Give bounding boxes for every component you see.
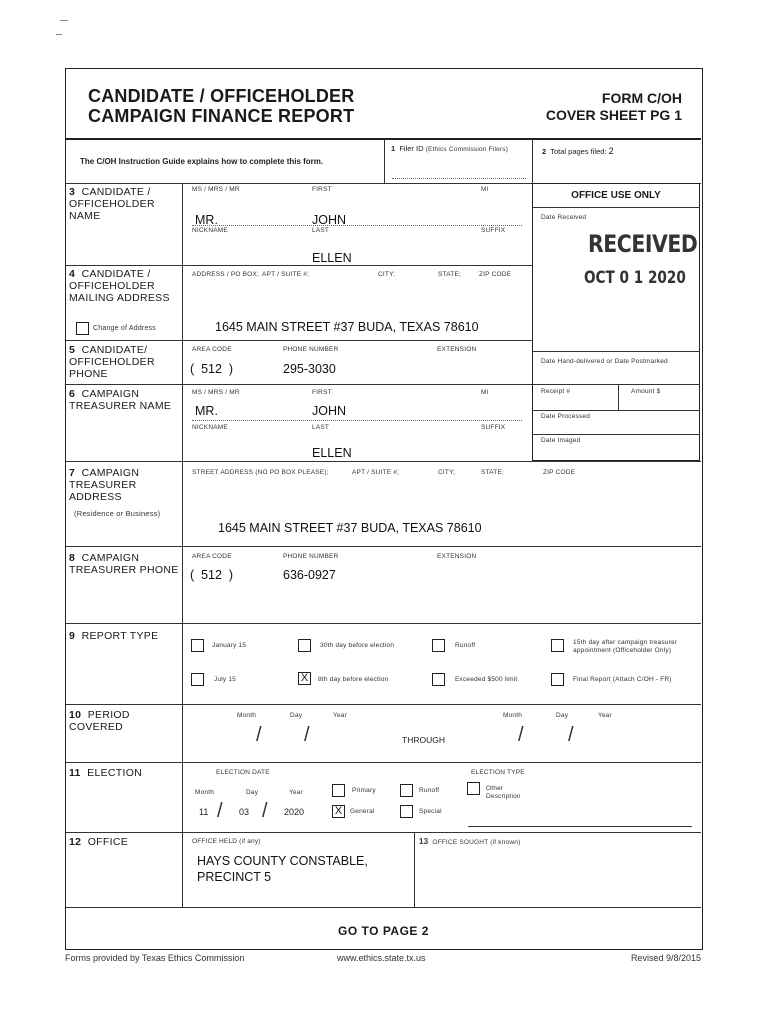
filer-id-label: 1 Filer ID (Ethics Commission Filers) bbox=[391, 144, 509, 153]
other-checkbox[interactable] bbox=[467, 782, 480, 795]
15th-day-checkbox[interactable] bbox=[551, 639, 564, 652]
general-checkbox[interactable]: X bbox=[332, 805, 345, 818]
cover-sheet-label: COVER SHEET PG 1 bbox=[545, 107, 682, 123]
final-report-label: Final Report (Attach C/OH - FR) bbox=[573, 676, 672, 683]
treasurer-phone: 636-0927 bbox=[283, 568, 336, 582]
final-report-checkbox[interactable] bbox=[551, 673, 564, 686]
office-held-line1: HAYS COUNTY CONSTABLE, bbox=[197, 854, 368, 868]
extension-label: EXTENSION bbox=[437, 346, 477, 353]
date-separator: / bbox=[568, 724, 574, 746]
exceeded-limit-label: Exceeded $500 limit bbox=[455, 676, 518, 683]
exceeded-limit-checkbox[interactable] bbox=[432, 673, 445, 686]
start-day-label: Day bbox=[290, 712, 303, 719]
instruction-note: The C/OH Instruction Guide explains how to complete this form. bbox=[80, 157, 324, 166]
30th-day-checkbox[interactable] bbox=[298, 639, 311, 652]
divider bbox=[384, 139, 385, 183]
prefix-label: MS / MRS / MR bbox=[192, 186, 240, 193]
end-month-label: Month bbox=[503, 712, 523, 719]
treasurer-area-code: ( 512 ) bbox=[190, 568, 234, 582]
15th-day-label: 15th day after campaign treasurer appointment (Officeholder Only) bbox=[573, 639, 678, 654]
area-code-label: AREA CODE bbox=[192, 553, 232, 560]
treasurer-first-name: JOHN bbox=[312, 404, 347, 418]
scan-mark bbox=[60, 20, 68, 21]
section-6-label: 6 CAMPAIGN TREASURER NAME bbox=[69, 388, 172, 412]
row-divider bbox=[66, 546, 701, 547]
election-type-label: ELECTION TYPE bbox=[471, 769, 525, 776]
office-sought-label: 13 OFFICE SOUGHT (if known) bbox=[419, 837, 521, 846]
change-of-address-checkbox[interactable] bbox=[76, 322, 89, 335]
primary-checkbox[interactable] bbox=[332, 784, 345, 797]
last-label: LAST bbox=[312, 227, 330, 234]
office-held-label: OFFICE HELD (if any) bbox=[192, 838, 261, 845]
area-code-label: AREA CODE bbox=[192, 346, 232, 353]
nickname-label: NICKNAME bbox=[192, 227, 228, 234]
runoff-report-checkbox[interactable] bbox=[432, 639, 445, 652]
footer-website: www.ethics.state.tx.us bbox=[337, 953, 426, 963]
office-held-line2: PRECINCT 5 bbox=[197, 870, 272, 884]
election-day: 03 bbox=[239, 807, 250, 817]
divider bbox=[533, 351, 700, 352]
divider bbox=[532, 139, 533, 183]
election-month: 11 bbox=[199, 807, 209, 817]
mi-label: MI bbox=[481, 186, 489, 193]
special-label: Special bbox=[419, 808, 442, 815]
received-stamp-date: OCT 0 1 2020 bbox=[584, 268, 686, 288]
runoff-election-label: Runoff bbox=[419, 787, 440, 794]
row-divider bbox=[66, 340, 532, 341]
hand-delivered-label: Date Hand-delivered or Date Postmarked bbox=[541, 358, 668, 365]
residence-note: (Residence or Business) bbox=[74, 509, 161, 518]
date-separator: / bbox=[256, 724, 262, 746]
name-line[interactable] bbox=[192, 420, 522, 421]
date-separator: / bbox=[518, 724, 524, 746]
suffix-label: SUFFIX bbox=[481, 424, 506, 431]
date-separator: / bbox=[217, 800, 223, 822]
first-label: FIRST bbox=[312, 389, 332, 396]
section-8-label: 8 CAMPAIGN TREASURER PHONE bbox=[69, 552, 179, 576]
zip-label: ZIP CODE bbox=[479, 271, 512, 278]
receipt-label: Receipt # bbox=[541, 388, 571, 395]
phone-number-label: PHONE NUMBER bbox=[283, 346, 339, 353]
30th-day-label: 30th day before election bbox=[320, 642, 395, 649]
divider bbox=[533, 434, 700, 435]
runoff-election-checkbox[interactable] bbox=[400, 784, 413, 797]
address-label: ADDRESS / PO BOX; bbox=[192, 271, 259, 278]
mi-label: MI bbox=[481, 389, 489, 396]
8th-day-label: 8th day before election bbox=[318, 676, 389, 683]
row-divider bbox=[66, 907, 701, 908]
divider bbox=[618, 384, 619, 410]
year-label: Year bbox=[289, 789, 303, 796]
prefix-label: MS / MRS / MR bbox=[192, 389, 240, 396]
apt-label: APT / SUITE #; bbox=[262, 271, 310, 278]
candidate-phone: 295-3030 bbox=[283, 362, 336, 376]
date-received-label: Date Received bbox=[541, 214, 587, 221]
row-divider bbox=[66, 704, 701, 705]
zip-label: ZIP CODE bbox=[543, 469, 576, 476]
other-label: Other Description bbox=[486, 785, 521, 800]
form-title-line1: CANDIDATE / OFFICEHOLDER bbox=[88, 86, 355, 106]
date-processed-label: Date Processed bbox=[541, 413, 591, 420]
jul-15-checkbox[interactable] bbox=[191, 673, 204, 686]
treasurer-prefix: MR. bbox=[195, 404, 218, 418]
date-separator: / bbox=[262, 800, 268, 822]
state-label: STATE; bbox=[438, 271, 461, 278]
name-line[interactable] bbox=[192, 225, 522, 226]
city-label: CITY; bbox=[378, 271, 396, 278]
row-divider bbox=[66, 384, 532, 385]
section-11-label: 11 ELECTION bbox=[69, 767, 143, 779]
street-address-label: STREET ADDRESS (NO PO BOX PLEASE); bbox=[192, 469, 329, 476]
form-title-line2: CAMPAIGN FINANCE REPORT bbox=[88, 106, 355, 126]
row-divider bbox=[66, 623, 701, 624]
extension-label: EXTENSION bbox=[437, 553, 477, 560]
label-column-divider bbox=[182, 183, 183, 907]
total-pages-label: 2 Total pages filed: 2 bbox=[542, 146, 614, 156]
treasurer-address: 1645 MAIN STREET #37 BUDA, TEXAS 78610 bbox=[218, 521, 482, 535]
8th-day-checkbox[interactable]: X bbox=[298, 672, 311, 685]
change-of-address-label: Change of Address bbox=[93, 325, 156, 332]
row-divider bbox=[66, 461, 701, 462]
state-label: STATE; bbox=[481, 469, 504, 476]
total-pages-value: 2 bbox=[608, 146, 614, 156]
nickname-label: NICKNAME bbox=[192, 424, 228, 431]
general-label: General bbox=[350, 808, 375, 815]
date-imaged-label: Date Imaged bbox=[541, 437, 581, 444]
candidate-prefix: MR. bbox=[195, 213, 218, 227]
suffix-label: SUFFIX bbox=[481, 227, 506, 234]
start-year-label: Year bbox=[333, 712, 347, 719]
first-label: FIRST bbox=[312, 186, 332, 193]
divider bbox=[533, 384, 700, 385]
city-label: CITY; bbox=[438, 469, 456, 476]
candidate-area-code: ( 512 ) bbox=[190, 362, 234, 376]
start-month-label: Month bbox=[237, 712, 257, 719]
section-10-label: 10 PERIOD COVERED bbox=[69, 709, 130, 733]
treasurer-last-name: ELLEN bbox=[312, 446, 352, 460]
end-day-label: Day bbox=[556, 712, 569, 719]
footer-provider: Forms provided by Texas Ethics Commission bbox=[65, 953, 245, 963]
section-5-label: 5 CANDIDATE/ OFFICEHOLDER PHONE bbox=[69, 344, 155, 380]
row-divider bbox=[66, 832, 701, 833]
scan-mark bbox=[56, 34, 62, 35]
section-3-label: 3 CANDIDATE / OFFICEHOLDER NAME bbox=[69, 186, 155, 222]
candidate-address: 1645 MAIN STREET #37 BUDA, TEXAS 78610 bbox=[215, 320, 479, 334]
runoff-report-label: Runoff bbox=[455, 642, 476, 649]
form-id: FORM C/OH bbox=[601, 90, 682, 106]
divider bbox=[414, 832, 415, 907]
month-label: Month bbox=[195, 789, 215, 796]
candidate-first-name: JOHN bbox=[312, 213, 347, 227]
date-separator: / bbox=[304, 724, 310, 746]
election-year: 2020 bbox=[284, 807, 305, 817]
election-date-label: ELECTION DATE bbox=[216, 769, 270, 776]
jan-15-checkbox[interactable] bbox=[191, 639, 204, 652]
jul-15-label: July 15 bbox=[214, 676, 236, 683]
end-year-label: Year bbox=[598, 712, 612, 719]
section-7-label: 7 CAMPAIGN TREASURER ADDRESS bbox=[69, 467, 140, 503]
other-description-line[interactable] bbox=[468, 826, 692, 827]
footer-revised: Revised 9/8/2015 bbox=[630, 953, 701, 963]
divider bbox=[533, 207, 700, 208]
candidate-last-name: ELLEN bbox=[312, 251, 352, 265]
special-checkbox[interactable] bbox=[400, 805, 413, 818]
phone-number-label: PHONE NUMBER bbox=[283, 553, 339, 560]
apt-label: APT / SUITE #; bbox=[352, 469, 400, 476]
through-label: THROUGH bbox=[402, 735, 445, 745]
jan-15-label: January 15 bbox=[212, 642, 247, 649]
section-9-label: 9 REPORT TYPE bbox=[69, 630, 159, 642]
section-12-label: 12 OFFICE bbox=[69, 836, 129, 848]
row-divider bbox=[66, 265, 532, 266]
received-stamp: RECEIVED bbox=[588, 230, 698, 258]
last-label: LAST bbox=[312, 424, 330, 431]
go-to-page-2: GO TO PAGE 2 bbox=[338, 924, 429, 938]
section-4-label: 4 CANDIDATE / OFFICEHOLDER MAILING ADDRESS bbox=[69, 268, 170, 304]
office-use-title: OFFICE USE ONLY bbox=[571, 190, 661, 201]
primary-label: Primary bbox=[352, 787, 376, 794]
filer-id-field[interactable] bbox=[392, 178, 526, 179]
day-label: Day bbox=[246, 789, 259, 796]
row-divider bbox=[66, 762, 701, 763]
amount-label: Amount $ bbox=[631, 388, 661, 395]
divider bbox=[533, 410, 700, 411]
